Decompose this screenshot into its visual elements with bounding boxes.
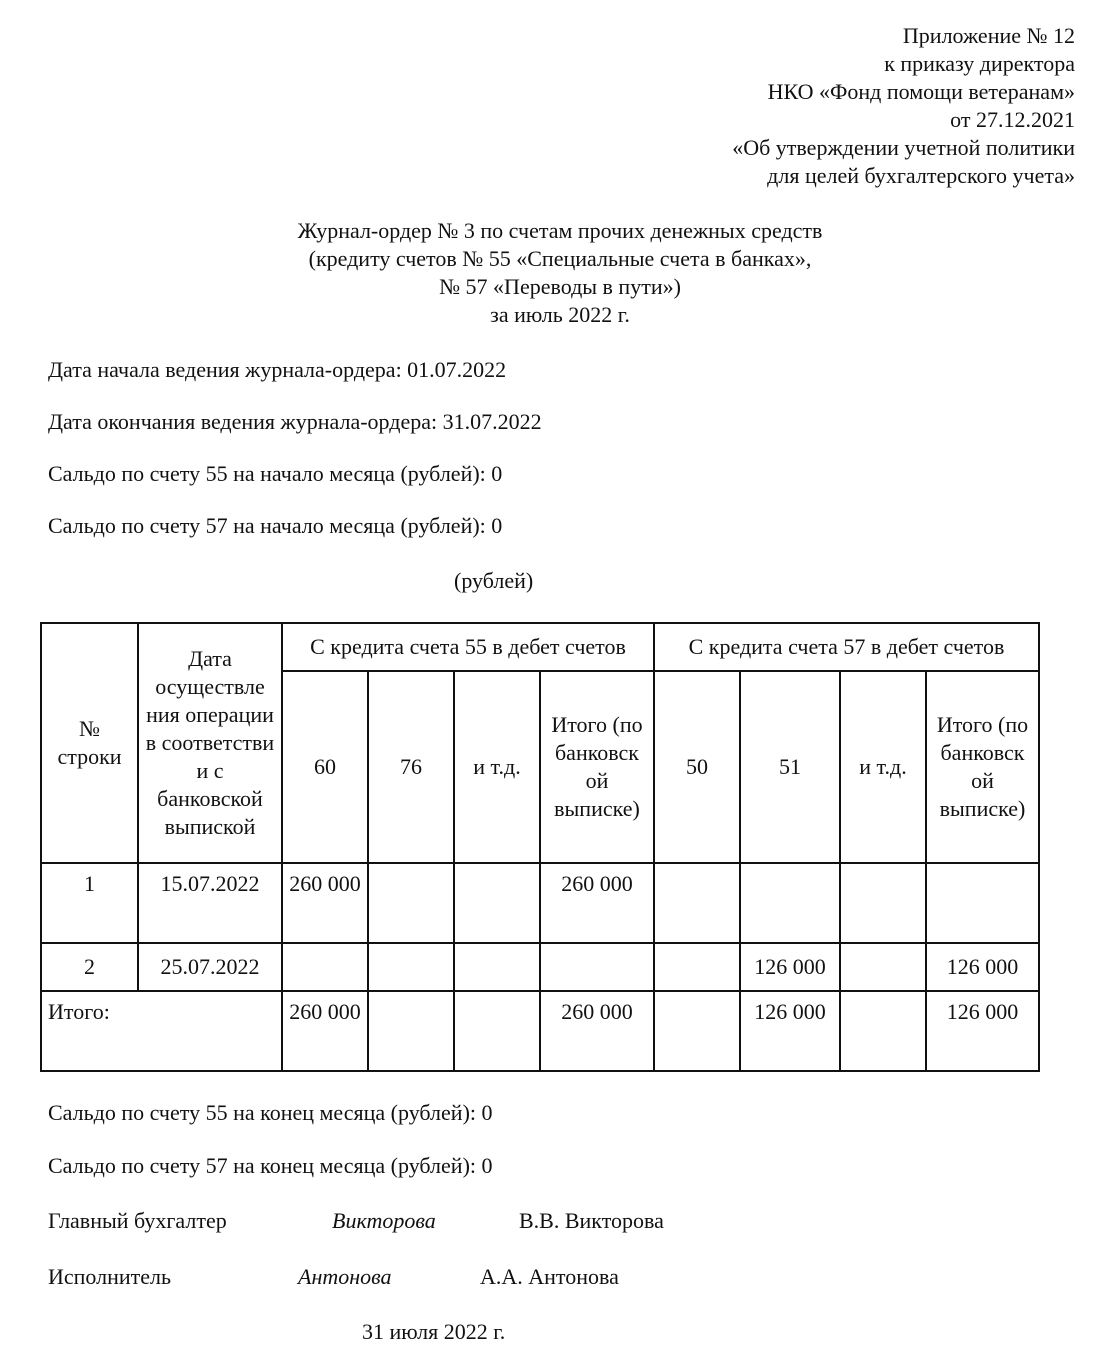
cell-total-57 xyxy=(926,863,1039,943)
header-col-etc-57: и т.д. xyxy=(840,671,926,863)
total-etc-57 xyxy=(840,991,926,1071)
start-date-line: Дата начала ведения журнала-ордера: 01.07.2022 xyxy=(48,357,507,382)
header-col-total-55: Итого (по банковск ой выписке) xyxy=(540,671,654,863)
appendix-line: к приказу директора xyxy=(884,51,1075,76)
header-col-76: 76 xyxy=(368,671,454,863)
cell-total-55 xyxy=(540,943,654,991)
title-line: № 57 «Переводы в пути») xyxy=(439,274,681,299)
header-group-55: С кредита счета 55 в дебет счетов xyxy=(282,623,654,671)
appendix-line: «Об утверждении учетной политики xyxy=(732,135,1075,160)
cell-etc-57 xyxy=(840,863,926,943)
journal-table xyxy=(40,622,1040,1072)
title-line: (кредиту счетов № 55 «Специальные счета в банках», xyxy=(308,246,812,271)
cell-etc-55 xyxy=(454,863,540,943)
chief-accountant-name: В.В. Викторова xyxy=(519,1208,664,1233)
balance-57-end-line: Сальдо по счету 57 на конец месяца (рублей): 0 xyxy=(48,1153,493,1178)
executor-role: Исполнитель xyxy=(48,1264,172,1289)
balance-55-start-line: Сальдо по счету 55 на начало месяца (рублей): 0 xyxy=(48,461,503,486)
total-etc-55 xyxy=(454,991,540,1071)
total-label: Итого: xyxy=(41,991,282,1071)
total-76 xyxy=(368,991,454,1071)
header-group-57: С кредита счета 57 в дебет счетов xyxy=(654,623,1039,671)
header-date: Дата осуществле ния операции в соответстви и с банковской выпиской xyxy=(138,623,282,863)
header-col-51: 51 xyxy=(740,671,840,863)
total-51: 126 000 xyxy=(740,991,840,1071)
total-total-55: 260 000 xyxy=(540,991,654,1071)
cell-row-number: 1 xyxy=(41,863,138,943)
title-line: за июль 2022 г. xyxy=(490,302,630,327)
cell-date: 15.07.2022 xyxy=(138,863,282,943)
header-col-total-57: Итого (по банковск ой выписке) xyxy=(926,671,1039,863)
executor-name: А.А. Антонова xyxy=(480,1264,619,1289)
currency-unit: (рублей) xyxy=(454,568,534,593)
table-header-row xyxy=(41,623,1039,671)
cell-total-55: 260 000 xyxy=(540,863,654,943)
cell-76 xyxy=(368,943,454,991)
header-col-50: 50 xyxy=(654,671,740,863)
appendix-block xyxy=(475,22,1075,190)
cell-51: 126 000 xyxy=(740,943,840,991)
cell-60: 260 000 xyxy=(282,863,368,943)
chief-accountant-role: Главный бухгалтер xyxy=(48,1208,227,1233)
cell-etc-55 xyxy=(454,943,540,991)
cell-50 xyxy=(654,943,740,991)
appendix-line: от 27.12.2021 xyxy=(950,107,1075,132)
title-line: Журнал-ордер № 3 по счетам прочих денежных средств xyxy=(297,218,823,243)
cell-total-57: 126 000 xyxy=(926,943,1039,991)
end-date-line: Дата окончания ведения журнала-ордера: 31.07.2022 xyxy=(48,409,542,434)
cell-date: 25.07.2022 xyxy=(138,943,282,991)
total-total-57: 126 000 xyxy=(926,991,1039,1071)
chief-accountant-signature: Викторова xyxy=(332,1208,436,1233)
document-date: 31 июля 2022 г. xyxy=(362,1319,506,1344)
document-title xyxy=(200,217,920,329)
header-col-60: 60 xyxy=(282,671,368,863)
chief-accountant-signature-row xyxy=(0,1207,1100,1237)
cell-76 xyxy=(368,863,454,943)
header-col-etc-55: и т.д. xyxy=(454,671,540,863)
header-row-number: № строки xyxy=(41,623,138,863)
cell-60 xyxy=(282,943,368,991)
balance-57-start-line: Сальдо по счету 57 на начало месяца (рублей): 0 xyxy=(48,513,503,538)
executor-signature: Антонова xyxy=(298,1264,392,1289)
appendix-line: для целей бухгалтерского учета» xyxy=(767,163,1075,188)
table-total-row xyxy=(41,991,1039,1071)
cell-etc-57 xyxy=(840,943,926,991)
appendix-line: Приложение № 12 xyxy=(902,23,1075,48)
table-row xyxy=(41,943,1039,991)
executor-signature-row xyxy=(0,1263,1100,1293)
cell-50 xyxy=(654,863,740,943)
balance-55-end-line: Сальдо по счету 55 на конец месяца (рублей): 0 xyxy=(48,1100,493,1125)
appendix-line: НКО «Фонд помощи ветеранам» xyxy=(767,79,1075,104)
cell-row-number: 2 xyxy=(41,943,138,991)
total-50 xyxy=(654,991,740,1071)
total-60: 260 000 xyxy=(282,991,368,1071)
cell-51 xyxy=(740,863,840,943)
table-row xyxy=(41,863,1039,943)
